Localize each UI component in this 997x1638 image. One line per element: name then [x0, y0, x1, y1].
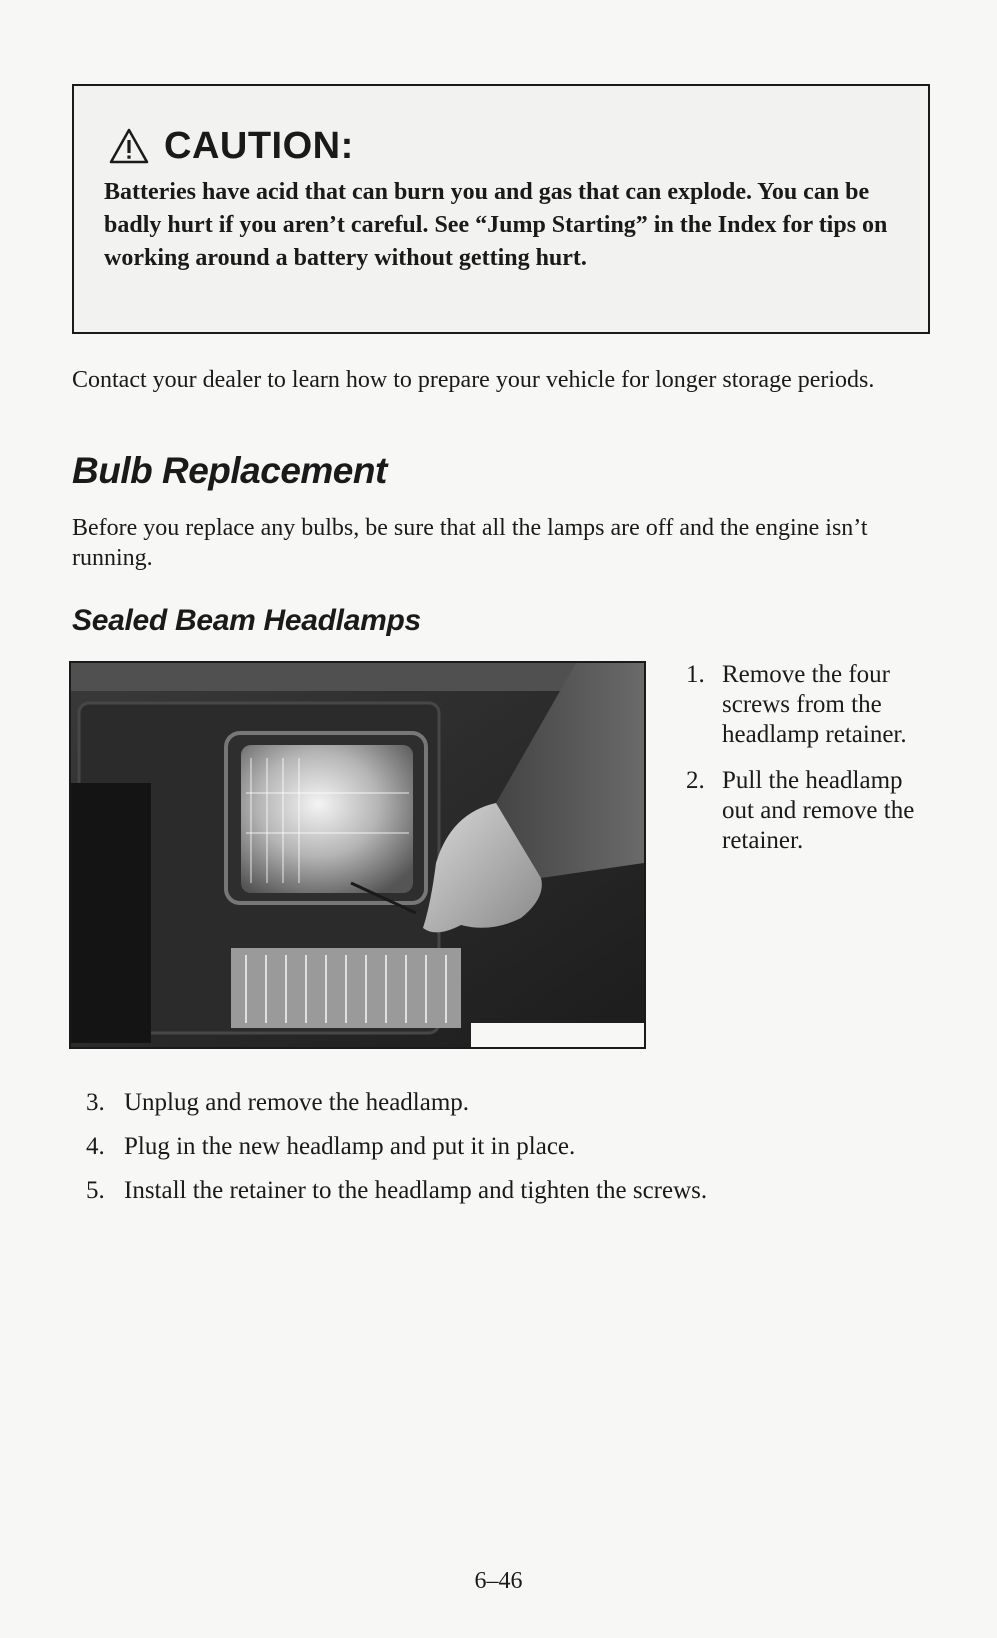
step-text: Install the retainer to the headlamp and tighten the screws.: [124, 1177, 708, 1204]
page-number: 6–46: [474, 1568, 523, 1594]
caution-title: CAUTION:: [164, 124, 354, 167]
storage-paragraph: Contact your dealer to learn how to prepare your vehicle for longer storage periods.: [72, 367, 875, 393]
list-item: [84, 1132, 944, 1162]
bottom-steps-list: [84, 1088, 944, 1220]
caution-header: [108, 124, 354, 168]
step-text: Remove the four screws from the headlamp retainer.: [722, 661, 907, 748]
headlamp-photo: [69, 661, 646, 1049]
bulb-replacement-intro: Before you replace any bulbs, be sure that all the lamps are off and the engine isn’t running.: [72, 515, 868, 571]
list-item: [680, 660, 940, 750]
headlamp-photo-illustration: [71, 663, 644, 1047]
step-number: 5.: [86, 1177, 105, 1204]
step-number: 3.: [86, 1089, 105, 1116]
caution-text: Batteries have acid that can burn you and gas that can explode. You can be badly hurt if you aren’t careful. See “Jump Starting” in the Index for tips on working around a battery without getting hurt.: [104, 179, 888, 271]
section-heading-bulb-replacement: Bulb Replacement: [72, 450, 387, 491]
step-number: 1.: [686, 661, 705, 688]
list-item: [680, 766, 940, 856]
list-item: [84, 1088, 944, 1118]
list-item: [84, 1176, 944, 1206]
side-steps-list: [680, 660, 940, 872]
step-text: Unplug and remove the headlamp.: [124, 1089, 470, 1116]
step-number: 4.: [86, 1133, 105, 1160]
caution-box: [72, 84, 930, 334]
step-text: Pull the headlamp out and remove the retainer.: [722, 767, 915, 854]
step-number: 2.: [686, 767, 705, 794]
step-text: Plug in the new headlamp and put it in place.: [124, 1133, 576, 1160]
subsection-heading-sealed-beam: Sealed Beam Headlamps: [72, 604, 421, 637]
warning-triangle-icon: [108, 127, 150, 165]
